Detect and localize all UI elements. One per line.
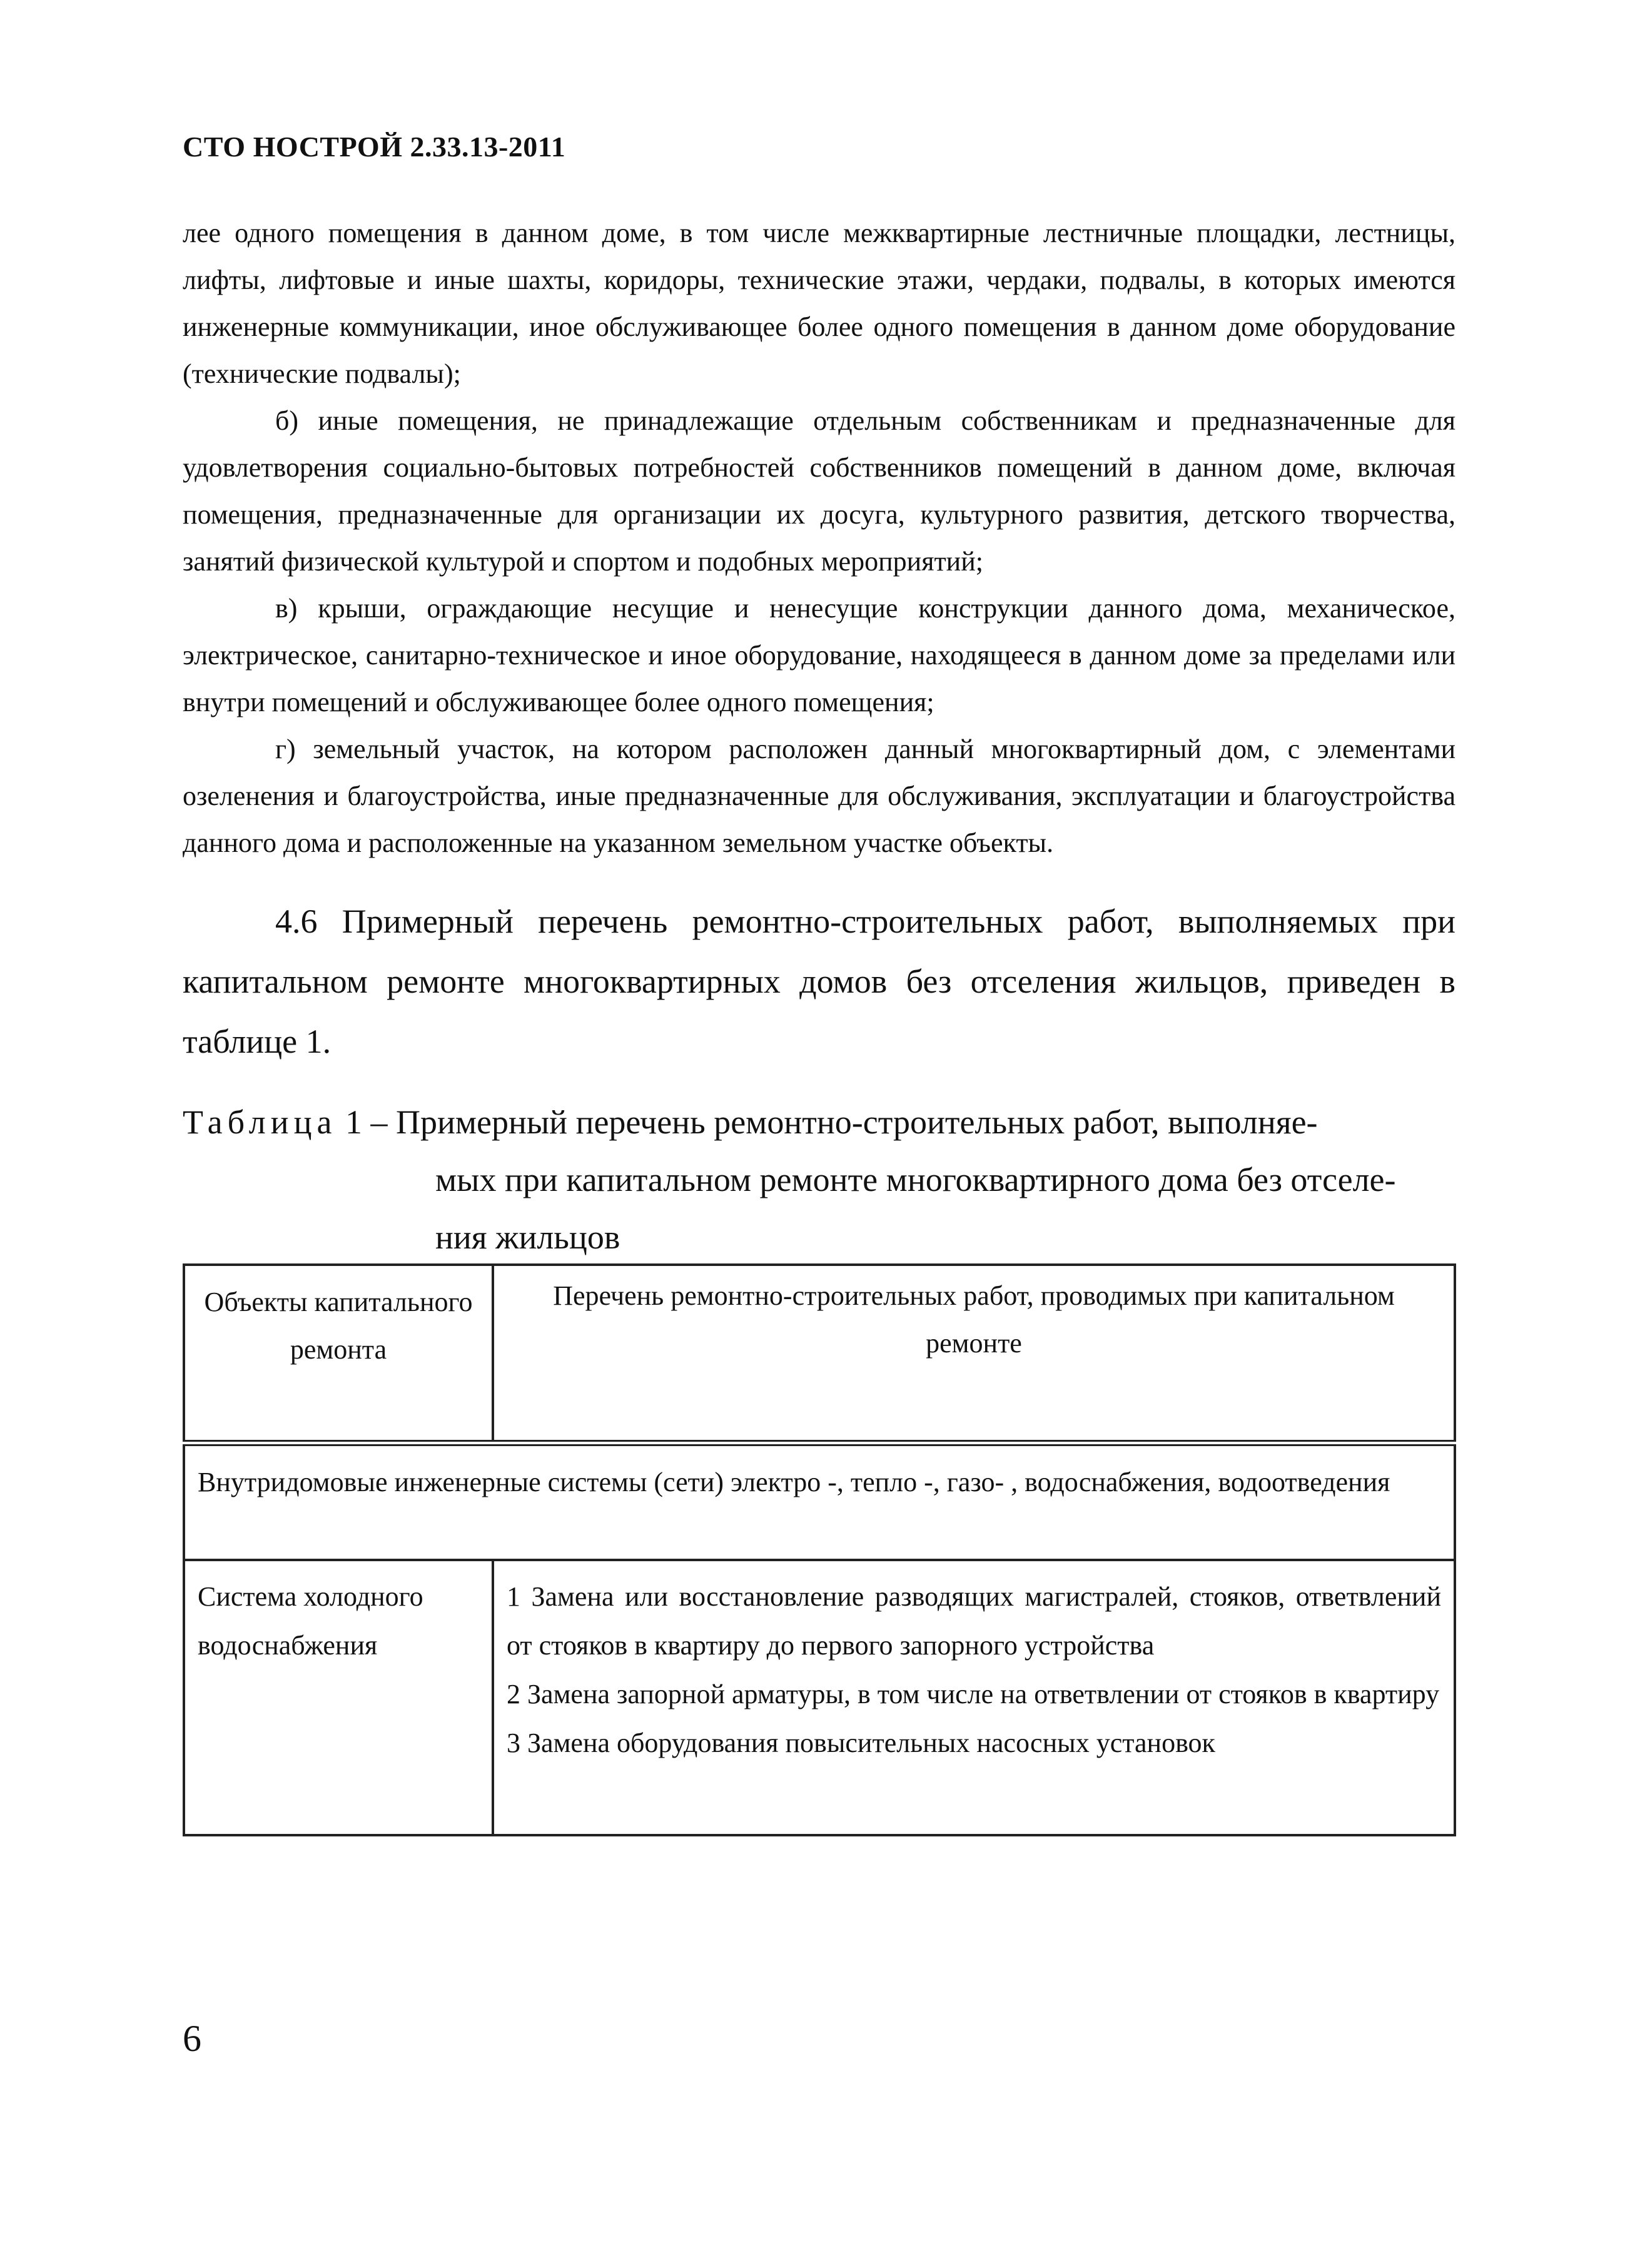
paragraph-continuation: лее одного помещения в данном доме, в том числе межквартирные лестничные площадки, лестницы, лифты, лифтовые и иные шахты, коридоры, технические этажи, чердаки, подвалы, в которых имеются инженерные коммуникации, иное обслуживающее более одного помещения в данном доме оборудование (технические подвалы); — [183, 218, 1455, 389]
caption-lead: Таблица — [183, 1103, 337, 1141]
caption-line-1 — [183, 1093, 1455, 1151]
document-header: СТО НОСТРОЙ 2.33.13-2011 — [183, 131, 566, 163]
table-group-row — [184, 1443, 1455, 1560]
col-header-objects: Объекты капитального ремонта — [184, 1265, 493, 1443]
caption-line-2: мых при капитальном ремонте многоквартирного дома без отселе- — [435, 1161, 1396, 1198]
body-text — [183, 210, 1455, 866]
paragraph-v: в) крыши, ограждающие несущие и ненесущие конструкции данного дома, механическое, электрическое, санитарно-техническое и иное оборудование, находящееся в данном доме за пределами или внутри помещений и обслуживающее более одного помещения; — [183, 593, 1455, 717]
table-row — [184, 1560, 1455, 1835]
repair-works-table — [183, 1263, 1456, 1836]
work-item-1: 1 Замена или восстановление разводящих магистралей, стояков, ответвлений от стояков в квартиру до первого запорного устройства — [507, 1581, 1441, 1661]
work-item-2: 2 Замена запорной арматуры, в том числе на ответвлении от стояков в квартиру — [507, 1679, 1440, 1709]
col-header-works: Перечень ремонтно-строительных работ, проводимых при капитальном ремонте — [493, 1265, 1455, 1443]
work-item-3: 3 Замена оборудования повысительных насосных установок — [507, 1728, 1215, 1758]
object-cold-water: Система холодного водоснабжения — [184, 1560, 493, 1835]
works-list — [493, 1560, 1455, 1835]
paragraph-g: г) земельный участок, на котором расположен данный многоквартирный дом, с элементами озеленения и благоустройства, иные предназначенные для обслуживания, эксплуатации и благоустройства данного дома и расположенные на указанном земельном участке объекты. — [183, 734, 1455, 858]
caption-number: 1 — [345, 1103, 362, 1141]
section-4-6: 4.6 Примерный перечень ремонтно-строительных работ, выполняемых при капитальном ремонте многоквартирных домов без отселения жильцов, приведен в таблице 1. — [183, 903, 1455, 1060]
caption-line-1-text: – Примерный перечень ремонтно-строительных работ, выполняе- — [362, 1103, 1318, 1141]
group-engineering-systems: Внутридомовые инженерные системы (сети) электро -, тепло -, газо- , водоснабжения, водоотведения — [184, 1443, 1455, 1560]
caption-line-3: ния жильцов — [435, 1218, 620, 1256]
page-number: 6 — [183, 2018, 201, 2059]
table-caption — [183, 1093, 1455, 1266]
table-header-row — [184, 1265, 1455, 1443]
paragraph-b: б) иные помещения, не принадлежащие отдельным собственникам и предназначенные для удовлетворения социально-бытовых потребностей собственников помещений в данном доме, включая помещения, предназначенные для организации их досуга, культурного развития, детского творчества, занятий физической культурой и спортом и подобных мероприятий; — [183, 405, 1455, 577]
